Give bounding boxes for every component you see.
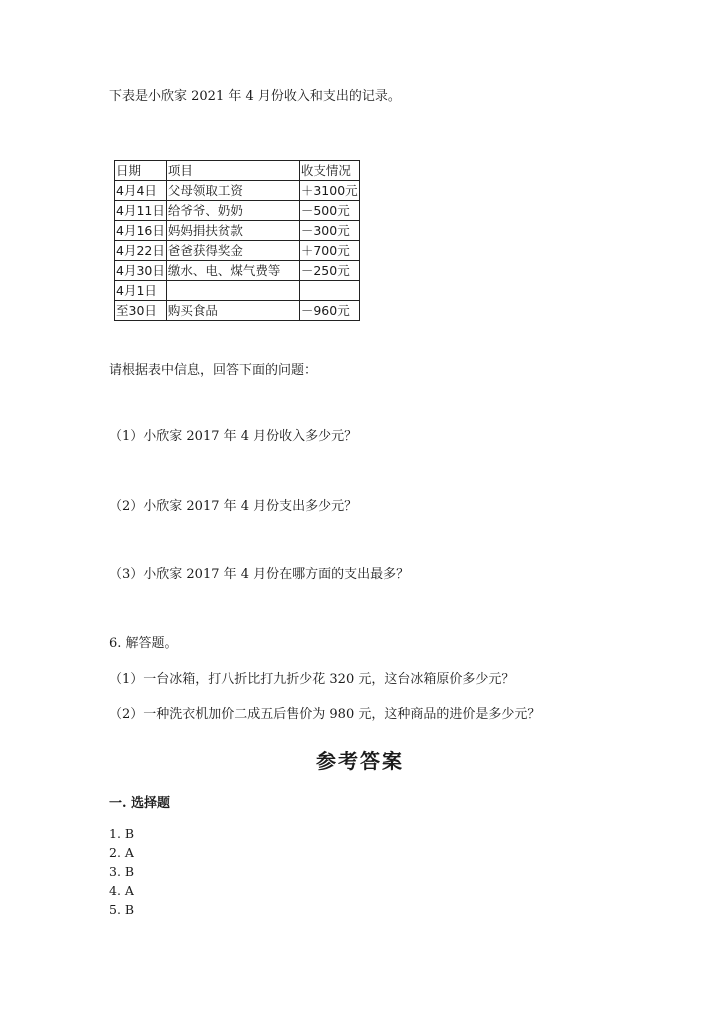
cell-item: 给爷爷、奶奶 [166, 201, 299, 221]
cell-amount: －250元 [299, 261, 359, 281]
header-item: 项目 [166, 161, 299, 181]
table-row [115, 281, 360, 301]
cell-item: 妈妈捐扶贫款 [166, 221, 299, 241]
problem-6-item-2: （2）一种洗衣机加价二成五后售价为 980 元，这种商品的进价是多少元？ [109, 707, 541, 722]
cell-date: 4月11日 [115, 201, 167, 221]
answer-list [109, 824, 134, 919]
income-expense-table [114, 160, 360, 321]
cell-amount: －300元 [299, 221, 359, 241]
cell-item: 爸爸获得奖金 [166, 241, 299, 261]
cell-item: 缴水、电、煤气费等 [166, 261, 299, 281]
table-row [115, 241, 360, 261]
cell-date: 4月4日 [115, 181, 167, 201]
cell-date: 4月16日 [115, 221, 167, 241]
table-row [115, 261, 360, 281]
cell-date: 至30日 [115, 301, 167, 321]
header-amount: 收支情况 [299, 161, 359, 181]
cell-item [166, 281, 299, 301]
cell-date: 4月22日 [115, 241, 167, 261]
list-item: 2. A [109, 845, 134, 860]
table-row [115, 221, 360, 241]
cell-amount: ＋3100元 [299, 181, 359, 201]
answer-key-title: 参考答案 [316, 749, 404, 773]
cell-item: 购买食品 [166, 301, 299, 321]
question-1: （1）小欣家 2017 年 4 月份收入多少元？ [109, 429, 358, 444]
list-item: 4. A [109, 883, 134, 898]
list-item: 5. B [109, 902, 135, 917]
list-item: 3. B [109, 864, 135, 879]
cell-date: 4月1日 [115, 281, 167, 301]
list-item: 1. B [109, 826, 135, 841]
question-3: （3）小欣家 2017 年 4 月份在哪方面的支出最多？ [109, 567, 410, 582]
table-header-row [115, 161, 360, 181]
cell-amount [299, 281, 359, 301]
cell-date: 4月30日 [115, 261, 167, 281]
cell-amount: －500元 [299, 201, 359, 221]
answer-section-heading: 一. 选择题 [109, 796, 171, 811]
cell-amount: －960元 [299, 301, 359, 321]
cell-amount: ＋700元 [299, 241, 359, 261]
cell-item: 父母领取工资 [166, 181, 299, 201]
problem-6-item-1: （1）一台冰箱，打八折比打九折少花 320 元，这台冰箱原价多少元？ [109, 672, 515, 687]
intro-text: 下表是小欣家 2021 年 4 月份收入和支出的记录。 [109, 89, 401, 104]
question-2: （2）小欣家 2017 年 4 月份支出多少元？ [109, 499, 358, 514]
table-row [115, 301, 360, 321]
table-row [115, 181, 360, 201]
problem-6-heading: 6. 解答题。 [109, 636, 178, 651]
header-date: 日期 [115, 161, 167, 181]
prompt-text: 请根据表中信息，回答下面的问题： [109, 363, 318, 378]
table-row [115, 201, 360, 221]
